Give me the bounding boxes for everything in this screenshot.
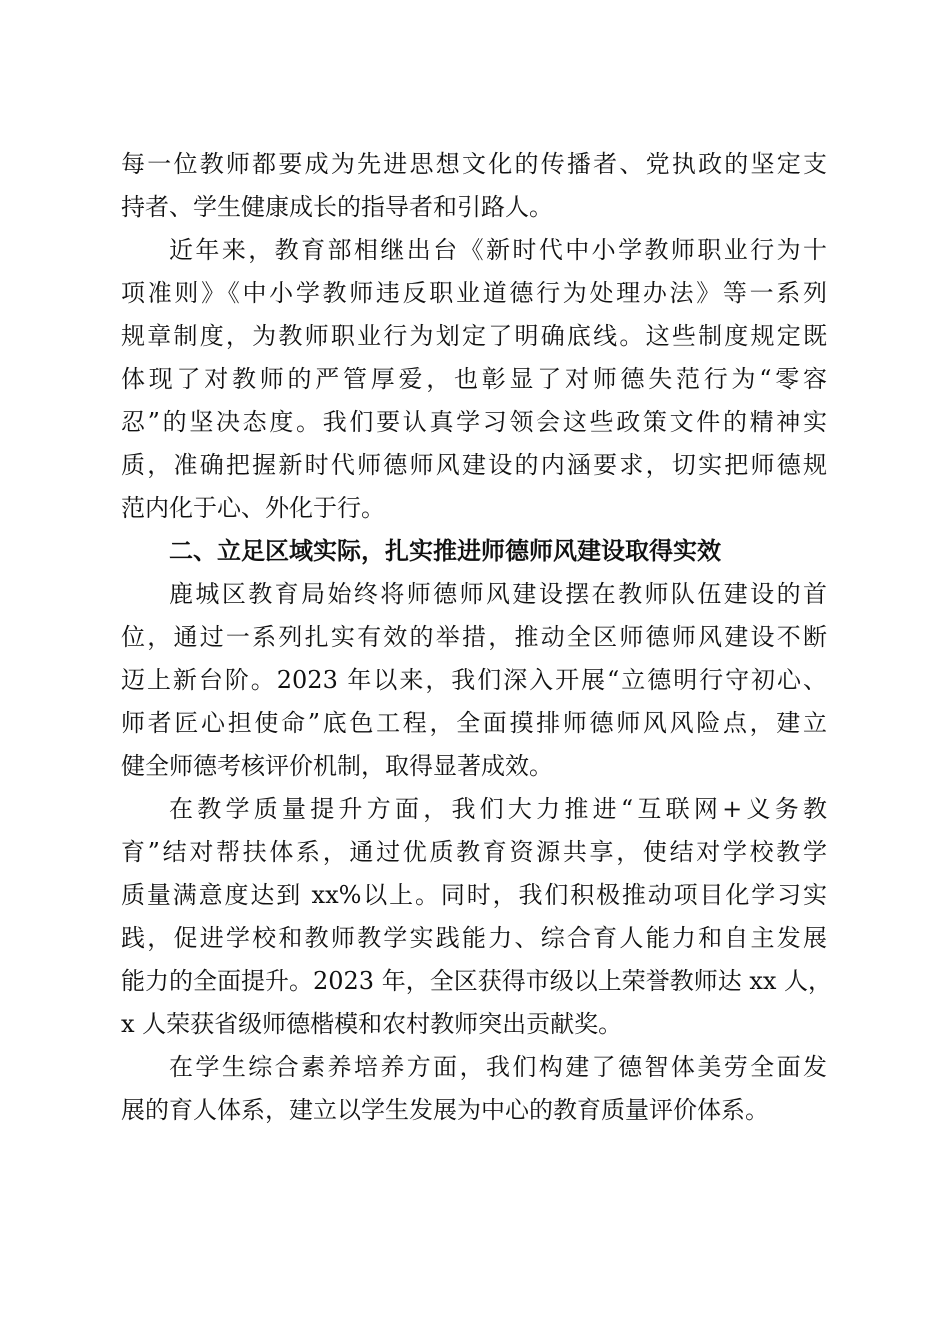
- text-line: 健全师德考核评价机制，取得显著成效。: [121, 752, 553, 780]
- text-line: 持者、学生健康成长的指导者和引路人。: [121, 193, 553, 221]
- text-line: 能力的全面提升。2023 年，全区获得市级以上荣誉教师达 xx 人，: [121, 967, 833, 995]
- text-line: 展的育人体系，建立以学生发展为中心的教育质量评价体系。: [121, 1096, 769, 1124]
- text-line: 在教学质量提升方面，我们大力推进“互联网+义务教: [169, 795, 827, 823]
- document-body: [121, 143, 833, 1132]
- text-line: 践，促进学校和教师教学实践能力、综合育人能力和自主发展: [121, 924, 827, 952]
- paragraph: [121, 143, 827, 229]
- paragraph: [121, 573, 827, 788]
- text-line: 近年来，教育部相继出台《新时代中小学教师职业行为十: [169, 236, 827, 264]
- text-line: 在学生综合素养培养方面，我们构建了德智体美劳全面发: [169, 1053, 827, 1081]
- text-line: 忍”的坚决态度。我们要认真学习领会这些政策文件的精神实: [121, 408, 827, 436]
- paragraph: [121, 788, 833, 1046]
- text-line: 每一位教师都要成为先进思想文化的传播者、党执政的坚定支: [121, 150, 827, 178]
- text-line: 规章制度，为教师职业行为划定了明确底线。这些制度规定既: [121, 322, 827, 350]
- text-line: 质，准确把握新时代师德师风建设的内涵要求，切实把师德规: [121, 451, 827, 479]
- text-line: 师者匠心担使命”底色工程，全面摸排师德师风风险点，建立: [121, 709, 827, 737]
- text-line: 育”结对帮扶体系，通过优质教育资源共享，使结对学校教学: [121, 838, 827, 866]
- text-line: 鹿城区教育局始终将师德师风建设摆在教师队伍建设的首: [169, 580, 827, 608]
- text-line: 项准则》《中小学教师违反职业道德行为处理办法》等一系列: [121, 279, 827, 307]
- section-heading: [121, 530, 827, 573]
- heading-line: 二、立足区域实际，扎实推进师德师风建设取得实效: [169, 537, 721, 565]
- paragraph: [121, 229, 827, 530]
- text-line: x 人荣获省级师德楷模和农村教师突出贡献奖。: [121, 1010, 623, 1038]
- text-line: 位，通过一系列扎实有效的举措，推动全区师德师风建设不断: [121, 623, 827, 651]
- text-line: 体现了对教师的严管厚爱，也彰显了对师德失范行为“零容: [121, 365, 827, 393]
- paragraph: [121, 1046, 827, 1132]
- text-line: 质量满意度达到 xx%以上。同时，我们积极推动项目化学习实: [121, 881, 827, 909]
- text-line: 迈上新台阶。2023 年以来，我们深入开展“立德明行守初心、: [121, 666, 827, 694]
- text-line: 范内化于心、外化于行。: [121, 494, 385, 522]
